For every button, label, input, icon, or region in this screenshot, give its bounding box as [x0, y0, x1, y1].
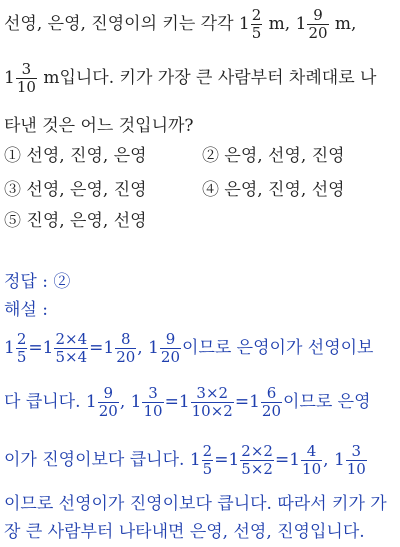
- option-5[interactable]: ⑤ 진영, 은영, 선영: [4, 211, 147, 231]
- solution-line-3: [4, 444, 368, 477]
- option-2[interactable]: ② 은영, 선영, 진영: [202, 146, 345, 166]
- numerator: 9: [160, 332, 181, 349]
- mixed-whole: 1: [238, 14, 250, 34]
- solution-line-2: [4, 386, 371, 419]
- numerator: 9: [307, 8, 328, 25]
- numerator: 3: [346, 444, 367, 461]
- question-line-1: [4, 8, 356, 41]
- mixed-whole: 1: [249, 392, 260, 412]
- fraction: [16, 62, 37, 95]
- denominator: 20: [308, 24, 328, 42]
- denominator: 5×4: [55, 348, 88, 366]
- separator: ,: [323, 450, 334, 470]
- mixed-whole: 1: [289, 450, 301, 470]
- mixed-whole: 1: [4, 68, 15, 88]
- fraction: [160, 332, 181, 365]
- option-3[interactable]: ③ 선영, 은영, 진영: [4, 180, 147, 200]
- unit-text: m,: [263, 14, 296, 34]
- mixed-whole: 1: [228, 450, 240, 470]
- fraction: [346, 444, 367, 477]
- solution-text: 다 큽니다.: [4, 392, 86, 412]
- unit-text: m,: [329, 14, 357, 34]
- fraction: [98, 386, 119, 419]
- numerator: 3: [142, 386, 163, 403]
- denominator: 20: [98, 402, 118, 420]
- numerator: 2: [202, 442, 213, 460]
- option-4[interactable]: ④ 은영, 진영, 선영: [202, 180, 345, 200]
- fraction: [307, 8, 328, 41]
- mixed-whole: 1: [130, 392, 142, 412]
- answer-label: 정답 : ②: [4, 272, 71, 292]
- denominator: 10: [302, 460, 322, 478]
- option-1[interactable]: ① 선영, 진영, 은영: [4, 146, 147, 166]
- fraction: [202, 444, 214, 477]
- denominator: 20: [160, 348, 181, 366]
- numerator: 3: [16, 62, 37, 79]
- separator: ,: [137, 338, 149, 358]
- denominator: 10: [346, 460, 366, 478]
- solution-text: 이가 진영이보다 큽니다.: [4, 450, 190, 470]
- numerator: 2: [251, 6, 262, 24]
- fraction: [142, 386, 163, 419]
- numerator: 8: [115, 332, 136, 349]
- question-text: 선영, 은영, 진영이의 키는 각각: [4, 14, 239, 34]
- denominator: 5: [251, 24, 262, 42]
- denominator: 10: [143, 402, 163, 420]
- mixed-whole: 1: [178, 392, 190, 412]
- fraction: [54, 332, 88, 365]
- mixed-whole: 1: [189, 450, 201, 470]
- solution-text: 이므로 은영: [283, 392, 371, 412]
- solution-text: 이므로 은영이가 선영이보: [182, 338, 374, 358]
- explanation-label: 해설 :: [4, 300, 48, 320]
- solution-line-5: 장 큰 사람부터 나타내면 은영, 선영, 진영입니다.: [4, 522, 365, 542]
- fraction: [261, 386, 282, 419]
- fraction: [240, 444, 274, 477]
- numerator: 3×2: [191, 386, 234, 403]
- denominator: 20: [261, 402, 282, 420]
- denominator: 10×2: [191, 402, 233, 420]
- question-line-2: [4, 62, 376, 95]
- fraction: [191, 386, 234, 419]
- numerator: 2×4: [55, 330, 88, 348]
- numerator: 6: [261, 386, 282, 403]
- question-text: m입니다. 키가 가장 큰 사람부터 차례대로 나: [37, 68, 377, 88]
- fraction: [16, 332, 28, 365]
- denominator: 10: [16, 78, 36, 96]
- numerator: 2: [16, 330, 27, 348]
- denominator: 5: [16, 348, 27, 366]
- denominator: 5×2: [241, 460, 273, 478]
- solution-line-4: 이므로 선영이가 진영이보다 큽니다. 따라서 키가 가: [4, 494, 387, 514]
- fraction: [301, 444, 322, 477]
- mixed-whole: 1: [103, 338, 115, 358]
- solution-line-1: [4, 332, 373, 365]
- question-line-3: 타낸 것은 어느 것입니까?: [4, 116, 194, 136]
- equals-sign: =: [274, 450, 290, 470]
- equals-sign: =: [28, 338, 43, 358]
- fraction: [115, 332, 136, 365]
- separator: ,: [119, 392, 131, 412]
- equals-sign: =: [214, 450, 229, 470]
- mixed-whole: 1: [4, 338, 15, 358]
- mixed-whole: 1: [85, 392, 97, 412]
- equals-sign: =: [234, 392, 250, 412]
- mixed-whole: 1: [148, 338, 159, 358]
- numerator: 9: [98, 386, 119, 403]
- equals-sign: =: [164, 392, 179, 412]
- denominator: 5: [202, 460, 213, 478]
- denominator: 20: [116, 348, 136, 366]
- numerator: 4: [301, 444, 322, 461]
- equals-sign: =: [89, 338, 104, 358]
- fraction: [251, 8, 263, 41]
- mixed-whole: 1: [295, 14, 307, 34]
- numerator: 2×2: [241, 442, 273, 460]
- mixed-whole: 1: [333, 450, 345, 470]
- mixed-whole: 1: [42, 338, 54, 358]
